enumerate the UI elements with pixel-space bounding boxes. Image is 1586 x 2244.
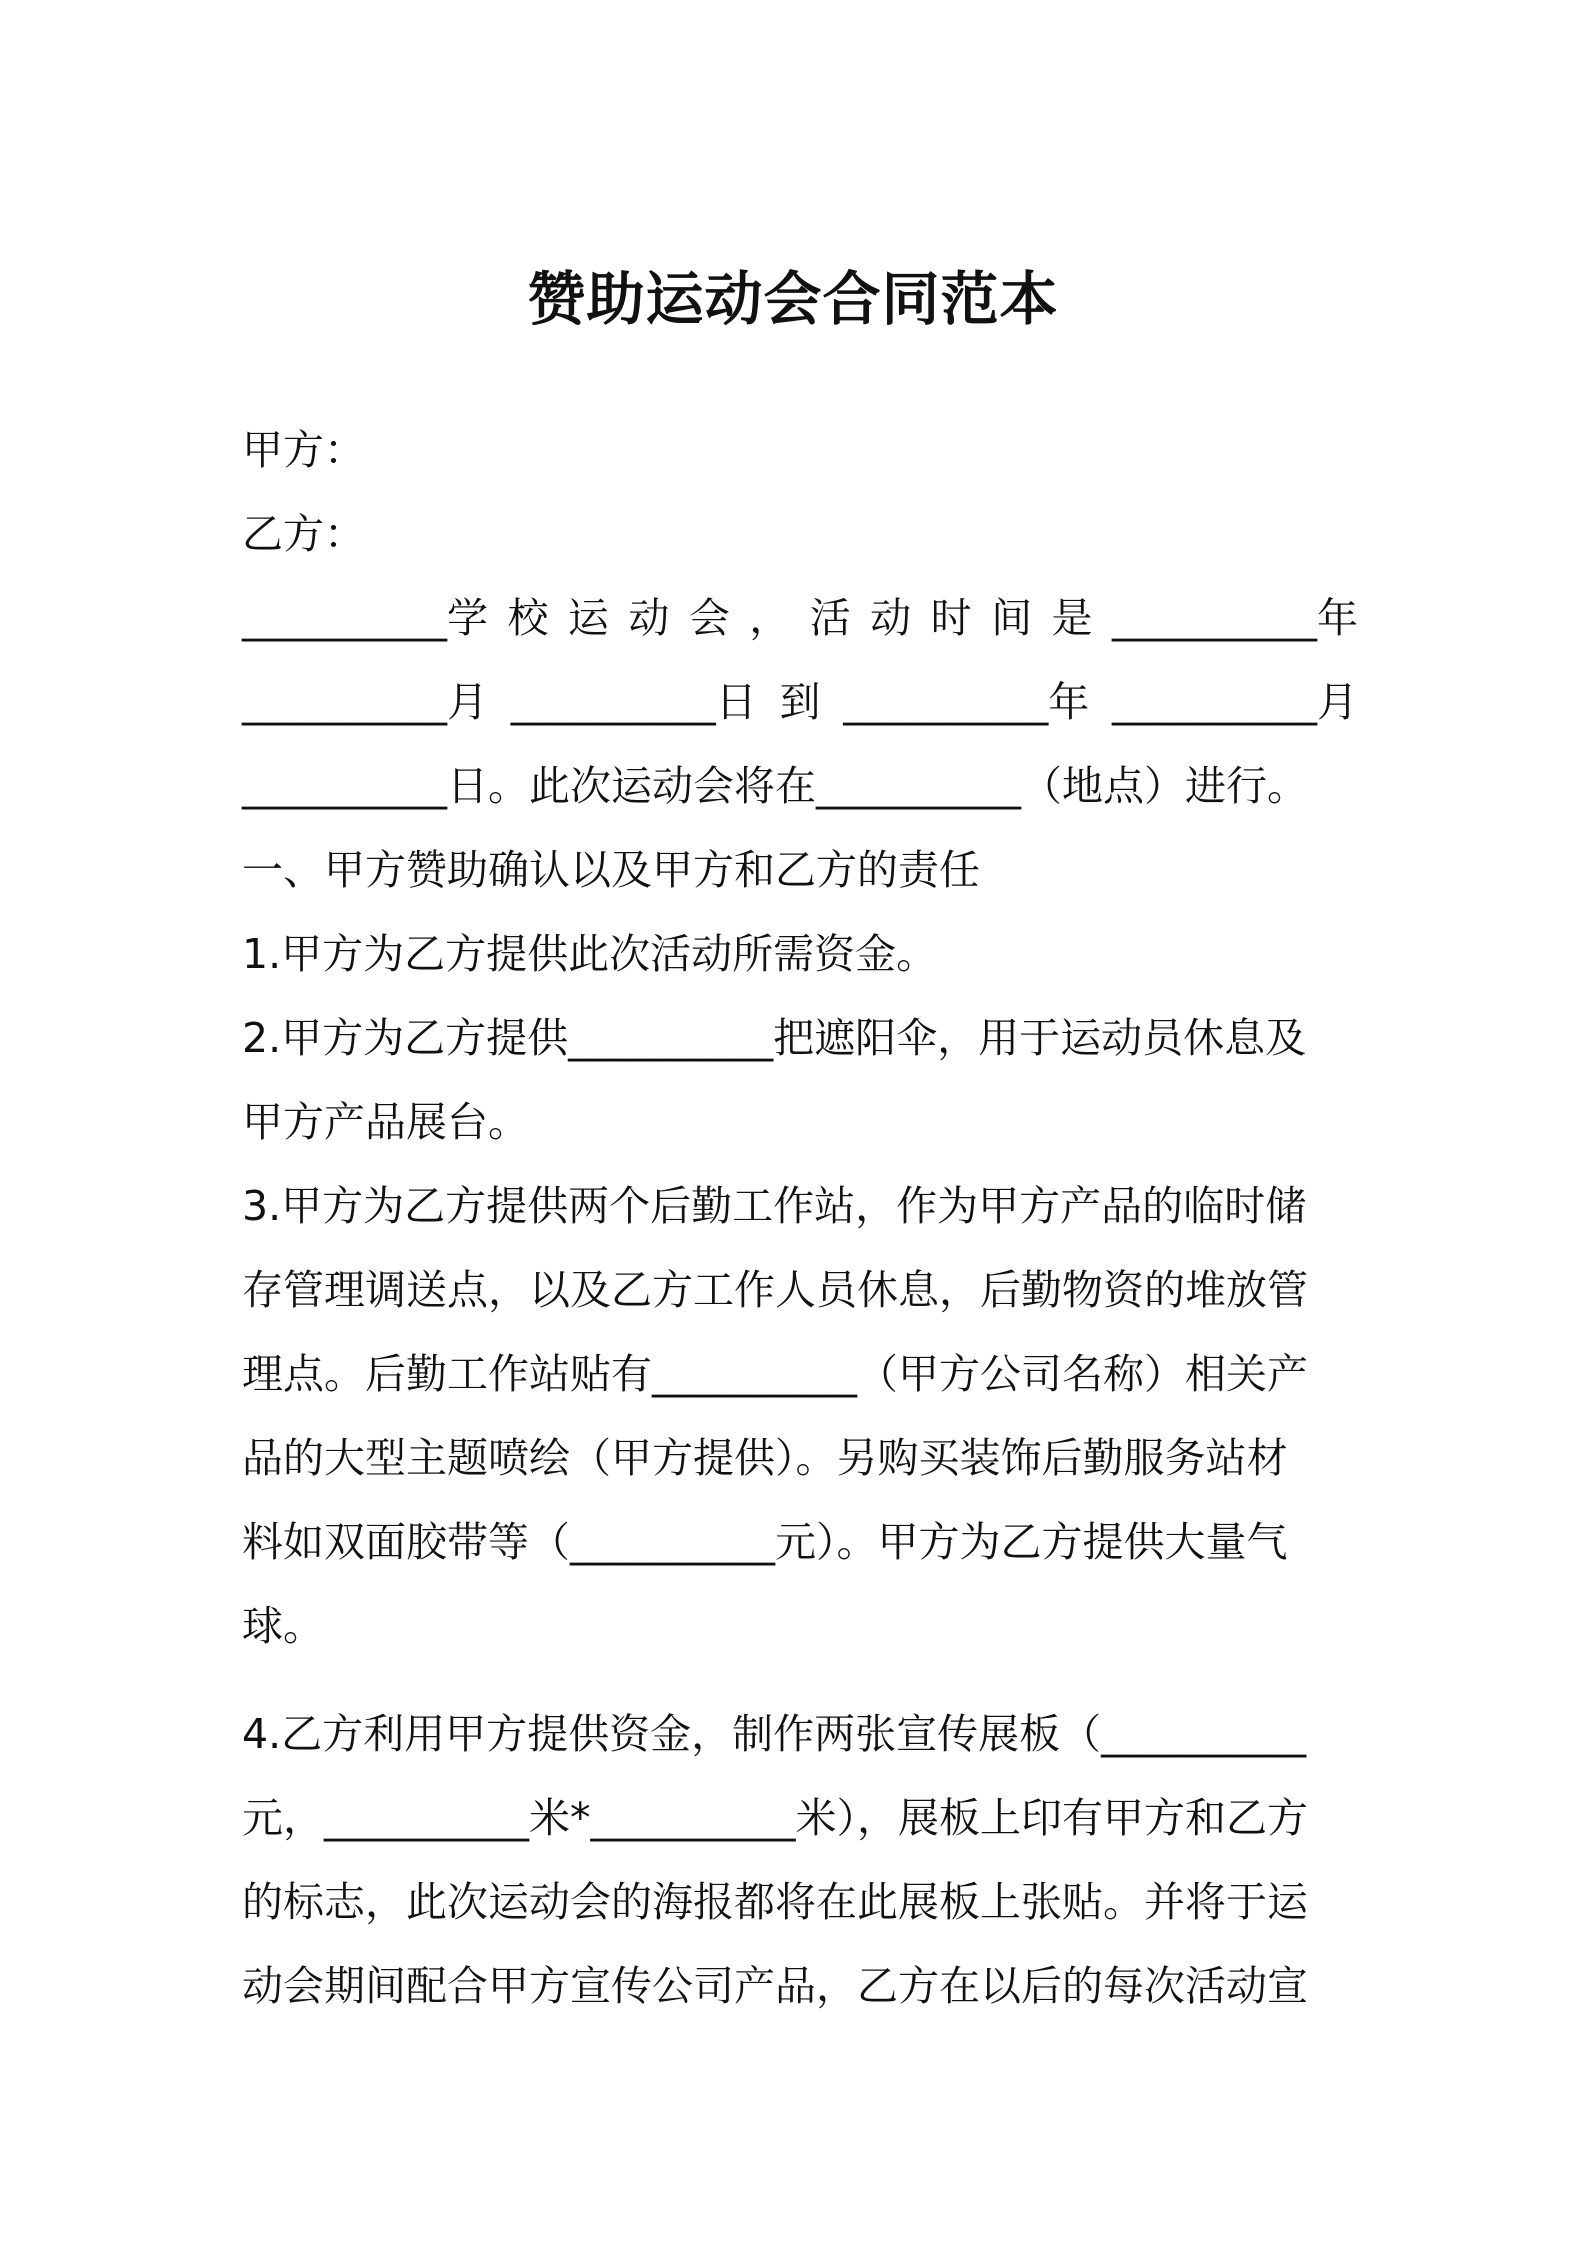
item-4-line-2: 元，__________米*__________米），展板上印有甲方和乙方 xyxy=(242,1794,1308,1842)
party-b-label: 乙方： xyxy=(242,510,365,558)
item-3-line-6: 球。 xyxy=(242,1602,324,1650)
item-4-line-4: 动会期间配合甲方宣传公司产品，乙方在以后的每次活动宣 xyxy=(242,1962,1308,2010)
item-1: 1.甲方为乙方提供此次活动所需资金。 xyxy=(242,930,938,978)
document-body xyxy=(242,408,1358,2028)
section-1-heading: 一、甲方赞助确认以及甲方和乙方的责任 xyxy=(242,846,980,894)
item-3-line-2: 存管理调送点，以及乙方工作人员休息，后勤物资的堆放管 xyxy=(242,1266,1308,1314)
item-4-line-3: 的标志，此次运动会的海报都将在此展板上张贴。并将于运 xyxy=(242,1878,1308,1926)
intro-line-2: __________月 __________日 到 __________年 __________月 xyxy=(242,678,1358,726)
intro-line-3: __________日。此次运动会将在__________（地点）进行。 xyxy=(242,762,1308,810)
item-3-line-3: 理点。后勤工作站贴有__________（甲方公司名称）相关产 xyxy=(242,1350,1308,1398)
document-title: 赞助运动会合同范本 xyxy=(527,265,1059,333)
item-2-line-1: 2.甲方为乙方提供__________把遮阳伞，用于运动员休息及 xyxy=(242,1014,1307,1062)
item-3-line-1: 3.甲方为乙方提供两个后勤工作站，作为甲方产品的临时储 xyxy=(242,1182,1307,1230)
intro-line-1: __________学 校 运 动 会 ， 活 动 时 间 是 __________年 xyxy=(242,594,1358,642)
item-4-line-1: 4.乙方利用甲方提供资金，制作两张宣传展板（__________ xyxy=(242,1710,1307,1758)
item-3-line-4: 品的大型主题喷绘（甲方提供）。另购买装饰后勤服务站材 xyxy=(242,1434,1288,1482)
party-a-label: 甲方： xyxy=(242,426,365,474)
item-2-line-2: 甲方产品展台。 xyxy=(242,1098,529,1146)
item-3-line-5: 料如双面胶带等（__________元）。甲方为乙方提供大量气 xyxy=(242,1518,1288,1566)
